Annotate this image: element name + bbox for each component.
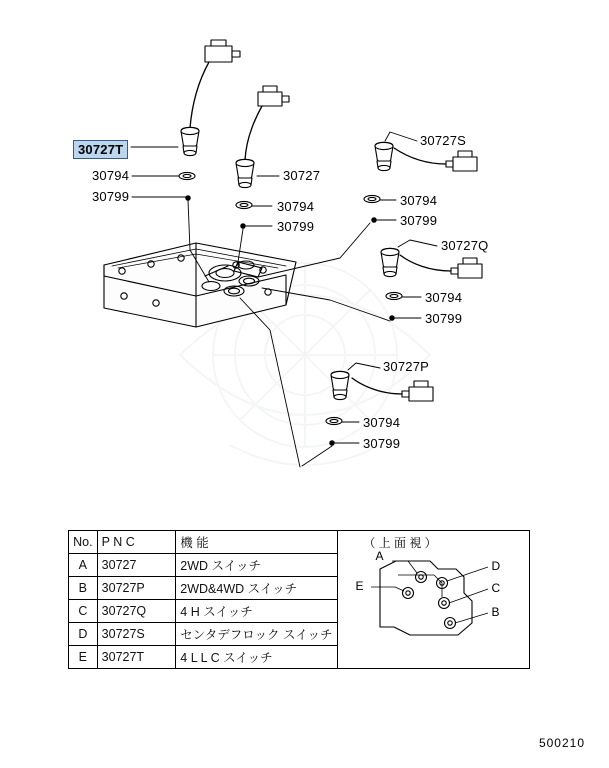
topview-title: （ 上 面 視 ） xyxy=(362,536,437,550)
callout-30794-a: 30794 xyxy=(92,168,130,183)
header-no: No. xyxy=(69,531,98,554)
diagram-code: 500210 xyxy=(538,736,585,750)
topview-diagram xyxy=(338,531,528,631)
topview-label-A: A xyxy=(375,549,384,563)
row-pnc: 30727 xyxy=(97,554,176,577)
callout-30727T: 30727T xyxy=(73,140,128,159)
header-function: 機 能 xyxy=(176,531,337,554)
topview-label-B: B xyxy=(491,605,500,619)
callout-30727S: 30727S xyxy=(420,133,467,148)
callout-30794-e: 30794 xyxy=(363,415,401,430)
row-function: センタデフロック スイッチ xyxy=(176,623,337,646)
callout-30799-a: 30799 xyxy=(92,189,130,204)
topview-label-D: D xyxy=(491,559,501,573)
row-pnc: 30727S xyxy=(97,623,176,646)
table-header-row xyxy=(69,531,530,554)
row-no: C xyxy=(69,600,98,623)
row-no: A xyxy=(69,554,98,577)
callout-30727: 30727 xyxy=(283,168,321,183)
topview-label-E: E xyxy=(355,579,364,593)
row-function: 2WD&4WD スイッチ xyxy=(176,577,337,600)
callout-30794-b: 30794 xyxy=(277,199,315,214)
parts-function-table xyxy=(68,530,530,669)
header-pnc: P N C xyxy=(97,531,176,554)
row-pnc: 30727T xyxy=(97,646,176,669)
callout-30727P: 30727P xyxy=(383,359,430,374)
callout-30799-d: 30799 xyxy=(425,311,463,326)
callout-30794-c: 30794 xyxy=(400,193,438,208)
topview-cell xyxy=(337,531,530,669)
topview-label-C: C xyxy=(491,581,501,595)
callout-30799-e: 30799 xyxy=(363,436,401,451)
row-no: B xyxy=(69,577,98,600)
callout-30799-c: 30799 xyxy=(400,213,438,228)
row-no: E xyxy=(69,646,98,669)
row-no: D xyxy=(69,623,98,646)
topview-linework xyxy=(338,531,528,663)
row-function: 2WD スイッチ xyxy=(176,554,337,577)
callout-30799-b: 30799 xyxy=(277,219,315,234)
row-function: 4 H スイッチ xyxy=(176,600,337,623)
row-pnc: 30727P xyxy=(97,577,176,600)
callout-30727Q: 30727Q xyxy=(441,238,489,253)
row-pnc: 30727Q xyxy=(97,600,176,623)
row-function: 4 L L C スイッチ xyxy=(176,646,337,669)
callout-30794-d: 30794 xyxy=(425,290,463,305)
